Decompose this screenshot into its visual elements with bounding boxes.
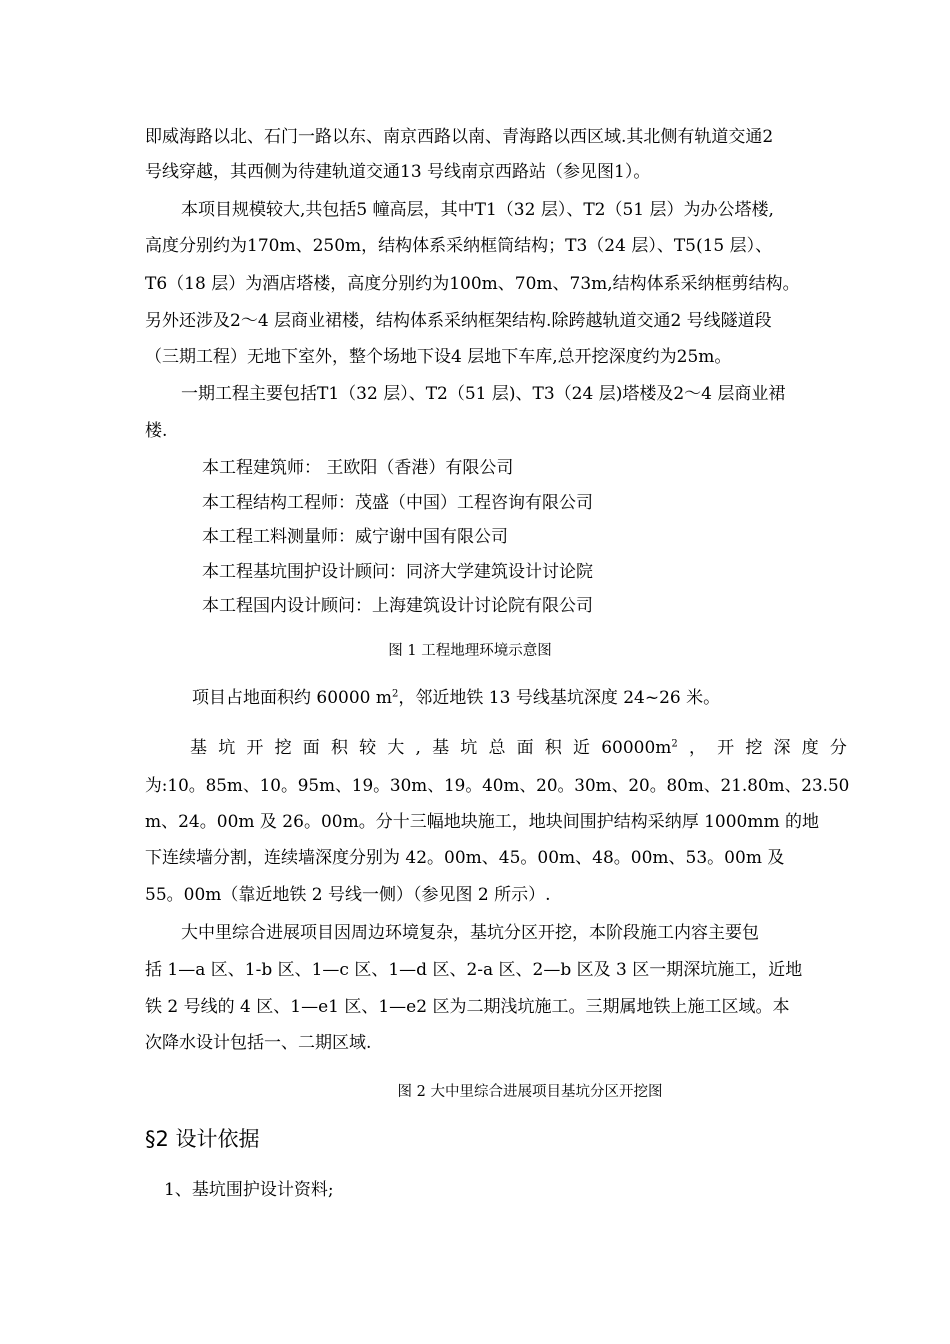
consultant-architect: 本工程建筑师： 王欧阳（香港）有限公司 [202,458,514,478]
word: 面 [302,738,320,758]
paragraph-scale-line-2: 高度分别约为170m、250m，结构体系采纳框筒结构；T3（24 层）、T5(15 层）、 [145,236,773,256]
paragraph-scale-line-3: T6（18 层）为酒店塔楼，高度分别约为100m、70m、73m,结构体系采纳框剪结构。 [145,274,800,294]
word: 挖 [745,738,763,758]
paragraph-excavation-line-4: 下连续墙分割，连续墙深度分别为 42。00m、45。00m、48。00m、53。00m 及 [145,848,785,868]
figure-2-caption: 图 2 大中里综合进展项目基坑分区开挖图 [397,1084,663,1100]
section-2-heading: §2 设计依据 [145,1127,260,1151]
paragraph-excavation-line-2: 为:10。85m、10。95m、19。30m、19。40m、20。30m、20。80m、21.80m、23.50 [145,775,850,795]
area-superscript: 2 [392,688,399,700]
area-value: 60000m [601,738,672,758]
word: 积 [330,738,348,758]
word: 度 [801,738,819,758]
word: 较 [359,738,377,758]
paragraph-scale-line-1: 本项目规模较大,共包括5 幢高层，其中T1（32 层）、T2（51 层）为办公塔楼, [181,200,774,220]
paragraph-excavation-line-1 [190,736,847,760]
paragraph-zoning-line-4: 次降水设计包括一、二期区域. [145,1033,372,1053]
consultant-excavation-design: 本工程基坑围护设计顾问：同济大学建筑设计讨论院 [202,562,593,582]
word: 坑 [218,738,236,758]
word: 面 [516,738,534,758]
paragraph-location-line-1: 即威海路以北、石门一路以东、南京西路以南、青海路以西区域.其北侧有轨道交通2 [145,127,774,147]
paragraph-phase1-line-1: 一期工程主要包括T1（32 层）、T2（51 层)、T3（24 层)塔楼及2～4 层商业裙 [181,384,786,404]
paragraph-area [192,686,720,710]
consultant-structural-engineer: 本工程结构工程师：茂盛（中国）工程咨询有限公司 [202,493,593,513]
word: 近 [573,738,591,758]
consultant-domestic-design: 本工程国内设计顾问：上海建筑设计讨论院有限公司 [202,596,593,616]
paragraph-phase1-line-2: 楼. [145,421,168,441]
basis-item-1: 1、基坑围护设计资料; [164,1180,334,1200]
area-text: 项目占地面积约 60000 m [192,688,393,708]
word: 开 [717,738,735,758]
word: 基 [190,738,207,758]
word: ， [688,738,706,758]
excavation-area-value [601,736,678,760]
word: 分 [829,738,847,758]
paragraph-zoning-line-3: 铁 2 号线的 4 区、1—e1 区、1—e2 区为二期浅坑施工。三期属地铁上施工区域。本 [145,997,790,1017]
area-superscript: 2 [671,738,678,750]
word: 总 [488,738,506,758]
word: 基 [432,738,450,758]
paragraph-zoning-line-2: 括 1—a 区、1-b 区、1—c 区、1—d 区、2-a 区、2—b 区及 3 区一期深坑施工，近地 [145,960,803,980]
paragraph-excavation-line-5: 55。00m（靠近地铁 2 号线一侧）（参见图 2 所示）. [145,885,551,905]
paragraph-excavation-line-3: m、24。00m 及 26。00m。分十三幅地块施工，地块间围护结构采纳厚 1000mm 的地 [145,812,820,832]
area-text-tail: ，邻近地铁 13 号线基坑深度 24~26 米。 [398,688,721,708]
word: 大 [387,738,405,758]
paragraph-zoning-line-1: 大中里综合进展项目因周边环境复杂，基坑分区开挖，本阶段施工内容主要包 [181,923,759,943]
paragraph-scale-line-5: （三期工程）无地下室外，整个场地下设4 层地下车库,总开挖深度约为25m。 [145,347,732,367]
word: 开 [246,738,264,758]
consultant-quantity-surveyor: 本工程工料测量师：威宁谢中国有限公司 [202,527,508,547]
figure-1-caption: 图 1 工程地理环境示意图 [388,643,552,659]
word: 挖 [274,738,292,758]
word: 坑 [460,738,478,758]
word: 积 [544,738,562,758]
word: 深 [773,738,791,758]
paragraph-location-line-2: 号线穿越，其西侧为待建轨道交通13 号线南京西路站（参见图1）。 [145,162,651,182]
word: , [415,738,421,758]
paragraph-scale-line-4: 另外还涉及2～4 层商业裙楼，结构体系采纳框架结构.除跨越轨道交通2 号线隧道段 [145,311,772,331]
